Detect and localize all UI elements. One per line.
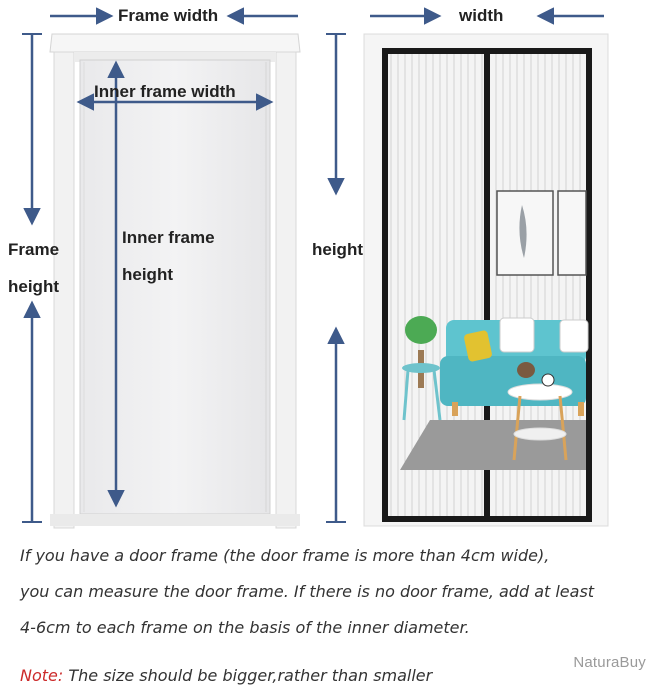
- frame-height-label-2: height: [8, 277, 59, 296]
- instruction-line-3: 4-6cm to each frame on the basis of the inner diameter.: [20, 618, 470, 637]
- door-frame-illustration: [50, 34, 300, 528]
- frame-width-label: Frame width: [118, 6, 219, 25]
- size-note: [20, 666, 432, 685]
- width-label: width: [459, 6, 504, 25]
- inner-frame-height-label-1: Inner frame: [122, 228, 215, 247]
- note-key: Note:: [20, 666, 64, 685]
- inner-frame-width-label: Inner frame width: [94, 82, 236, 101]
- frame-height-label-1: Frame: [8, 240, 60, 259]
- instruction-line-2: you can measure the door frame. If there is no door frame, add at least: [20, 582, 595, 601]
- note-text: The size should be bigger,rather than smaller: [63, 666, 433, 685]
- inner-frame-height-label-2: height: [122, 265, 173, 284]
- watermark: NaturaBuy: [573, 654, 646, 671]
- instruction-line-1: If you have a door frame (the door frame is more than 4cm wide),: [20, 546, 550, 565]
- screen-door-illustration: [364, 34, 608, 526]
- height-label: height: [312, 240, 363, 259]
